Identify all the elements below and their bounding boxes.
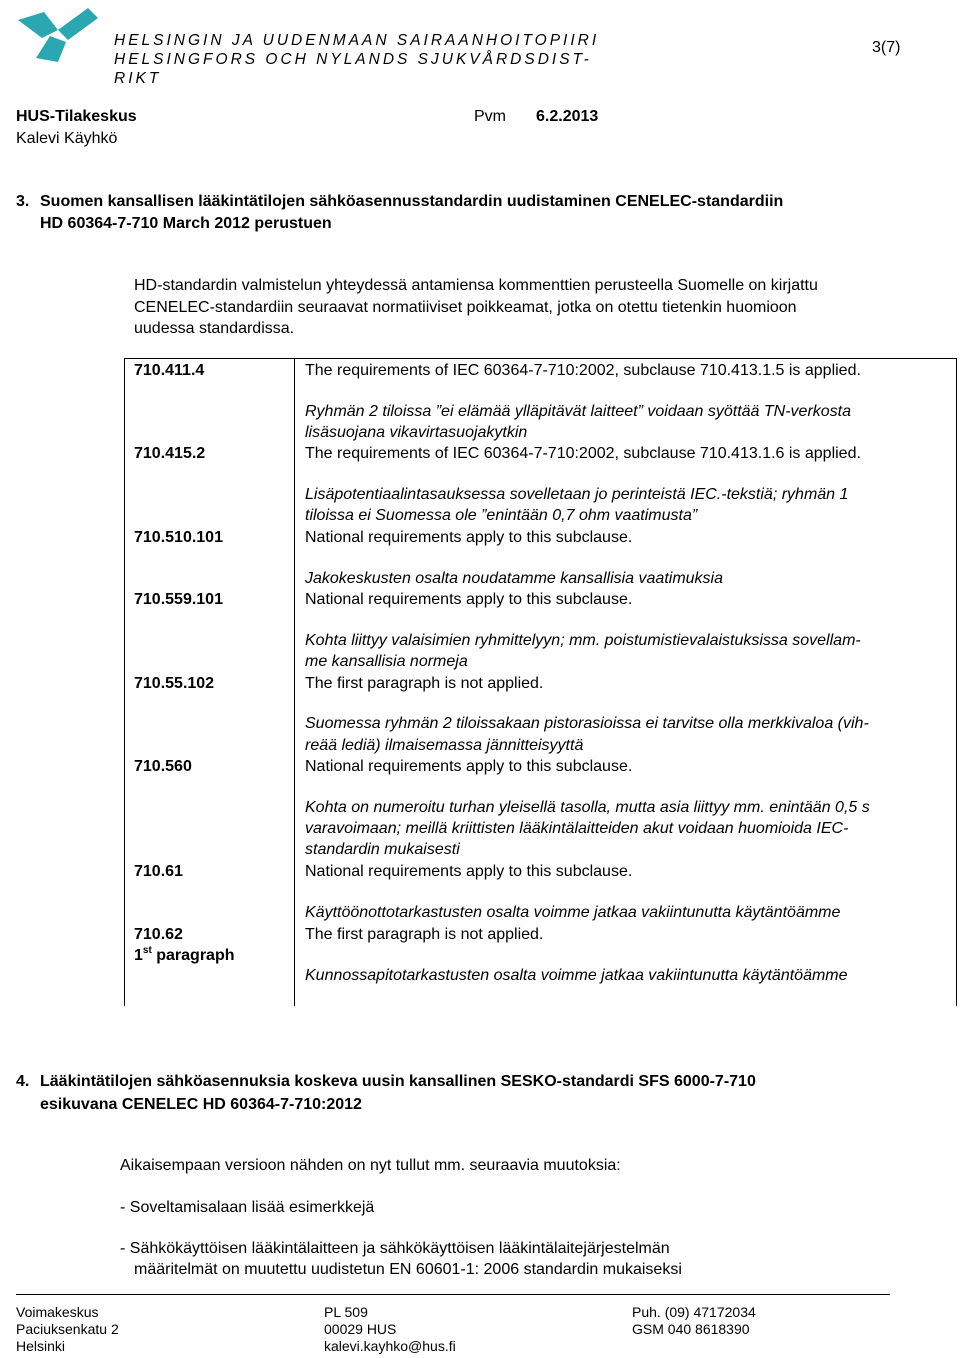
page-number: 3(7): [872, 39, 901, 56]
section-4-number: 4.: [16, 1073, 30, 1090]
clause-number: 710.415.2: [134, 445, 206, 462]
requirement-text: The requirements of IEC 60364-7-710:2002, subclause 710.413.1.6 is applied.: [305, 445, 861, 462]
finnish-note: reää lediä) ilmaisemassa jännitteisyyttä: [305, 737, 584, 754]
footer-email-link[interactable]: kalevi.kayhko@hus.fi: [324, 1338, 456, 1354]
table-column-divider: [294, 358, 295, 1006]
section-3-number: 3.: [16, 193, 30, 210]
footer-address-line: Paciuksenkatu 2: [16, 1321, 119, 1337]
unit-name: HUS-Tilakeskus: [16, 108, 137, 125]
section-3-intro-line3: uudessa standardissa.: [134, 320, 295, 337]
date-label: Pvm: [474, 108, 506, 125]
clause-number: 710.411.4: [134, 362, 205, 379]
org-name-swedish: HELSINGFORS OCH NYLANDS SJUKVÅRDSDIST-: [114, 51, 592, 68]
finnish-note: Lisäpotentiaalintasauksessa sovelletaan jo perinteistä IEC.-tekstiä; ryhmän 1: [305, 486, 849, 503]
section-4-title-line2: esikuvana CENELEC HD 60364-7-710:2012: [40, 1096, 362, 1113]
org-name-swedish-cont: RIKT: [114, 70, 162, 87]
author-name: Kalevi Käyhkö: [16, 130, 118, 147]
finnish-note: me kansallisia normeja: [305, 653, 468, 670]
requirement-text: National requirements apply to this subclause.: [305, 758, 633, 775]
table-right-border: [956, 358, 957, 1006]
table-top-border: [124, 358, 957, 359]
requirement-text: The requirements of IEC 60364-7-710:2002, subclause 710.413.1.5 is applied.: [305, 362, 861, 379]
clause-number: 710.510.101: [134, 529, 223, 546]
hus-logo-icon: [14, 6, 100, 64]
list-item: - Sähkökäyttöisen lääkintälaitteen ja sähkökäyttöisen lääkintälaitejärjestelmän: [120, 1240, 670, 1257]
finnish-note: Jakokeskusten osalta noudatamme kansallisia vaatimuksia: [305, 570, 723, 587]
requirement-text: National requirements apply to this subclause.: [305, 863, 633, 880]
finnish-note: Ryhmän 2 tiloissa ”ei elämää ylläpitävät laitteet” voidaan syöttää TN-verkosta: [305, 403, 852, 420]
org-name-finnish: HELSINGIN JA UUDENMAAN SAIRAANHOITOPIIRI: [114, 32, 600, 49]
clause-number: 710.55.102: [134, 675, 215, 692]
section-4-title-line1: Lääkintätilojen sähköasennuksia koskeva uusin kansallinen SESKO-standardi SFS 6000-7-710: [40, 1073, 756, 1090]
finnish-note: Kohta on numeroitu turhan yleisellä tasolla, mutta asia liittyy mm. enintään 0,5 s: [305, 799, 870, 816]
finnish-note: Käyttöönottotarkastusten osalta voimme jatkaa vakiintunutta käytäntöämme: [305, 904, 841, 921]
clause-number: 710.62: [134, 926, 183, 943]
footer-postal-line: PL 509: [324, 1304, 368, 1320]
section-3-intro-line1: HD-standardin valmistelun yhteydessä antamiensa kommenttien perusteella Suomelle on kirjattu: [134, 277, 818, 294]
footer-address-line: Voimakeskus: [16, 1304, 99, 1320]
footer-address-line: Helsinki: [16, 1338, 66, 1354]
requirement-text: National requirements apply to this subclause.: [305, 529, 633, 546]
footer-mobile: GSM 040 8618390: [632, 1321, 750, 1337]
footer-divider: [16, 1294, 890, 1295]
requirement-text: The first paragraph is not applied.: [305, 675, 544, 692]
section-3-intro-line2: CENELEC-standardiin seuraavat normatiiviset poikkeamat, jotka on otettu tietenkin huomioon: [134, 299, 797, 316]
footer-phone: Puh. (09) 47172034: [632, 1304, 756, 1320]
clause-number: 710.560: [134, 758, 192, 775]
table-left-border: [124, 358, 125, 1006]
finnish-note: varavoimaan; meillä kriittisten lääkintälaitteiden akut voidaan huomioida IEC-: [305, 820, 849, 837]
finnish-note: standardin mukaisesti: [305, 841, 460, 858]
finnish-note: Kohta liittyy valaisimien ryhmittelyyn; mm. poistumistievalaistuksissa sovellam-: [305, 632, 861, 649]
finnish-note: lisäsuojana vikavirtasuojakytkin: [305, 424, 528, 441]
requirement-text: National requirements apply to this subclause.: [305, 591, 633, 608]
requirement-text: The first paragraph is not applied.: [305, 926, 544, 943]
finnish-note: Kunnossapitotarkastusten osalta voimme jatkaa vakiintunutta käytäntöämme: [305, 967, 848, 984]
footer-postal-line: 00029 HUS: [324, 1321, 397, 1337]
section-3-title-line1: Suomen kansallisen lääkintätilojen sähköasennusstandardin uudistaminen CENELEC-standardiin: [40, 193, 784, 210]
clause-number-line2: 1st paragraph: [134, 945, 235, 964]
finnish-note: Suomessa ryhmän 2 tiloissakaan pistorasioissa ei tarvitse olla merkkivaloa (vih-: [305, 715, 869, 732]
list-item-continuation: määritelmät on muutettu uudistetun EN 60601-1: 2006 standardin mukaiseksi: [134, 1261, 682, 1278]
date-value: 6.2.2013: [536, 108, 599, 125]
finnish-note: tiloissa ei Suomessa ole ”enintään 0,7 ohm vaatimusta”: [305, 507, 698, 524]
clause-number: 710.559.101: [134, 591, 223, 608]
clause-number: 710.61: [134, 863, 183, 880]
list-item: - Soveltamisalaan lisää esimerkkejä: [120, 1199, 375, 1216]
section-4-intro: Aikaisempaan versioon nähden on nyt tullut mm. seuraavia muutoksia:: [120, 1157, 621, 1174]
section-3-title-line2: HD 60364-7-710 March 2012 perustuen: [40, 215, 332, 232]
